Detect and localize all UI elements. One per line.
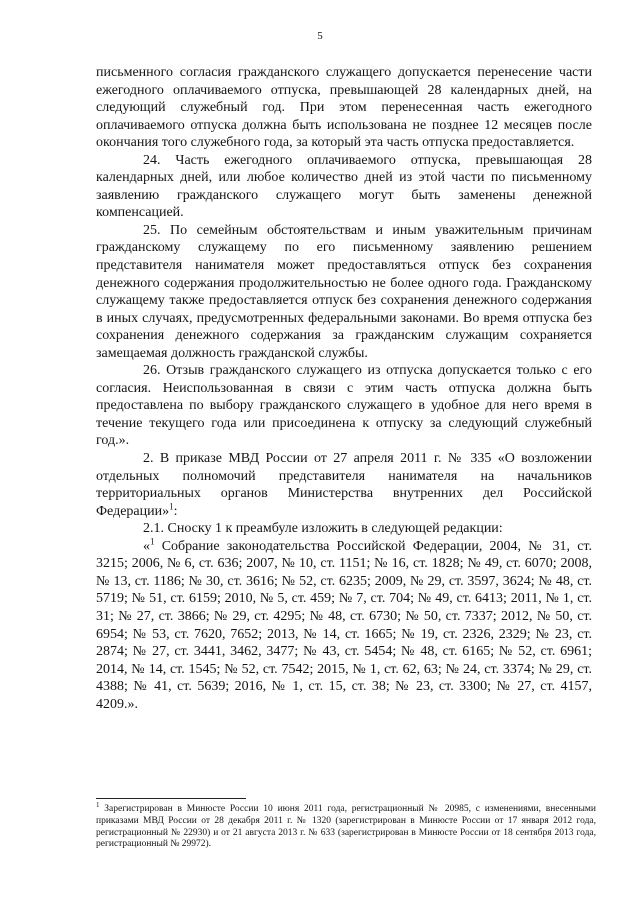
paragraph-footnote-citation bbox=[96, 538, 592, 713]
page-number: 5 bbox=[317, 30, 323, 42]
paragraph-25: 25. По семейным обстоятельствам и иным уважительным причинам гражданскому служащему по его письменному заявлению решением представителя нанимателя может предоставляться отпуск без сохранения денежного содержания продолжительностью не более одного года. Гражданскому служащему также предоставляется отпуск без сохранения денежного содержания в иных случаях, предусмотренных федеральными законами. Во время отпуска без сохранения денежного содержания за гражданским служащим сохраняется замещаемая должность гражданской службы. bbox=[96, 222, 592, 361]
footnote-reference-marker: 1 bbox=[169, 501, 174, 512]
paragraph-24: 24. Часть ежегодного оплачиваемого отпуска, превышающая 28 календарных дней, или любое количество дней из этой части по письменному заявлению гражданского служащего могут быть заменены денежной компенсацией. bbox=[96, 152, 592, 221]
footnote-separator bbox=[96, 798, 246, 799]
footnote bbox=[96, 800, 596, 851]
order-335-text: 2. В приказе МВД России от 27 апреля 2011 г. № 335 «О возложении отдельных полномочий представителя нанимателя на начальников территориальных органов Министерства внутренних дел Российской Федерации» bbox=[96, 451, 592, 519]
citation-open-quote: « bbox=[143, 538, 150, 554]
footnote-marker: 1 bbox=[96, 800, 100, 809]
paragraph-order-335 bbox=[96, 450, 592, 520]
document-body bbox=[96, 64, 592, 713]
citation-text: Собрание законодательства Российской Федерации, 2004, № 31, ст. 3215; 2006, № 6, ст. 636; 2007, № 10, ст. 1151; № 16, ст. 1828; № 49, ст. 6070; 2008, № 13, ст. 1186; № 30, ст. 3616; № 52, ст. 6235; 2009, № 29, ст. 3597, 3624; № 48, ст. 5719; № 51, ст. 6159; 2010, № 5, ст. 459; № 7, ст. 704; № 49, ст. 6413; 2011, № 1, ст. 31; № 27, ст. 3866; № 29, ст. 4295; № 48, ст. 6730; № 50, ст. 7337; 2012, № 50, ст. 6954; № 53, ст. 7620, 7652; 2013, № 14, ст. 1665; № 19, ст. 2326, 2329; № 23, ст. 2874; № 27, ст. 3441, 3462, 3477; № 43, ст. 5454; № 48, ст. 6165; № 52, ст. 6961; 2014, № 14, ст. 1545; № 52, ст. 7542; 2015, № 1, ст. 62, 63; № 24, ст. 3374; № 29, ст. 4388; № 41, ст. 5639; 2016, № 1, ст. 15, ст. 38; № 23, ст. 3300; № 27, ст. 4157, 4209.». bbox=[96, 538, 592, 712]
order-335-tail: : bbox=[173, 503, 178, 519]
paragraph-leave-transfer: письменного согласия гражданского служащего допускается перенесение части ежегодного оплачиваемого отпуска, превышающей 28 календарных дней, на следующий служебный год. При этом перенесенная часть ежегодного оплачиваемого отпуска должна быть использована не позднее 12 месяцев после окончания того служебного года, за который эта часть отпуска предоставляется. bbox=[96, 65, 592, 151]
paragraph-26: 26. Отзыв гражданского служащего из отпуска допускается только с его согласия. Неиспользованная в связи с этим часть отпуска должна быть предоставлена по выбору гражданского служащего в удобное для него время в течение текущего года или присоединена к отпуску за следующий служебный год.». bbox=[96, 363, 592, 449]
citation-footnote-marker: 1 bbox=[150, 536, 155, 547]
paragraph-2-1: 2.1. Сноску 1 к преамбуле изложить в следующей редакции: bbox=[143, 521, 503, 537]
footnote-text: Зарегистрирован в Минюсте России 10 июня 2011 года, регистрационный № 20985, с изменениями, внесенными приказами МВД России от 28 декабря 2011 г. № 1320 (зарегистрирован в Минюсте России от 17 января 2012 года, регистрационный № 22930) и от 21 августа 2013 г. № 633 (зарегистрирован в Минюсте России от 18 сентября 2013 года, регистрационный № 29972). bbox=[96, 804, 596, 850]
